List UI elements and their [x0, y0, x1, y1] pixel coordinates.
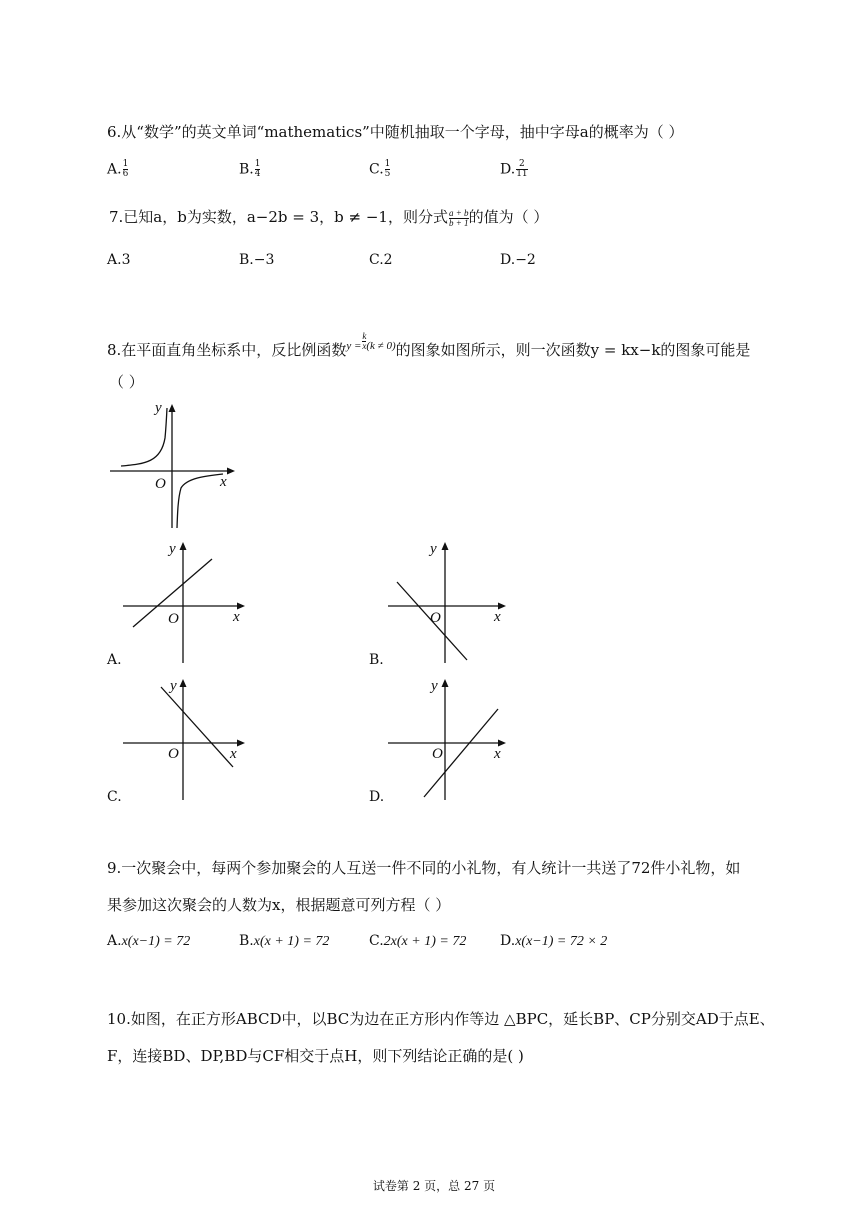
q9-option-c-letter: C. — [369, 933, 384, 949]
q6-option-b-letter: B. — [239, 161, 254, 178]
q9-option-a-letter: A. — [107, 933, 122, 949]
q6-option-b-den: 4 — [254, 169, 261, 179]
q6-option-a-num: 1 — [122, 159, 129, 169]
q7-option-d-letter: D. — [500, 252, 516, 268]
q8-stem — [107, 332, 750, 360]
q6-option-c-letter: C. — [369, 161, 384, 178]
q7-option-b-value: −3 — [253, 252, 275, 268]
hyperbola-branch-lower-right — [177, 474, 223, 528]
q9-option-b-value: x(x + 1) = 72 — [253, 934, 330, 949]
q7-option-a-letter: A. — [107, 252, 122, 268]
q6-option-d-num: 2 — [519, 159, 525, 169]
q6-option-d-letter: D. — [500, 161, 516, 178]
q7-prefix: 7.已知a，b为实数，a−2b = 3，b ≠ −1，则分式 — [109, 208, 448, 226]
q8-option-b-label[interactable]: B. — [369, 652, 384, 668]
q9-option-d-value: x(x−1) = 72 × 2 — [515, 934, 608, 949]
graph-b-origin-label: O — [430, 610, 441, 626]
q7-suffix: 的值为（ ） — [468, 208, 549, 226]
graph-d-x-label: x — [494, 746, 501, 762]
q9-option-a-value: x(x−1) = 72 — [121, 934, 191, 949]
graph-d-origin-label: O — [432, 746, 443, 762]
q9-option-b-letter: B. — [239, 933, 254, 949]
graph-d-y-label: y — [431, 678, 438, 694]
q8-option-a-label[interactable]: A. — [107, 652, 122, 668]
graph-b-x-label: x — [494, 609, 501, 625]
q7-option-b-letter: B. — [239, 252, 254, 268]
q6-option-a[interactable] — [107, 160, 128, 179]
q8-option-c-label[interactable]: C. — [107, 789, 122, 805]
graph-a-origin-label: O — [168, 611, 179, 627]
q8-graph-c[interactable] — [115, 672, 255, 804]
x-axis-arrow — [227, 468, 235, 475]
q8-graph-a[interactable] — [115, 535, 255, 667]
q8-func-num: k — [362, 331, 367, 341]
q7-frac-num: a + b — [448, 207, 469, 218]
q7-stem — [109, 206, 548, 228]
q7-option-b[interactable] — [239, 252, 274, 268]
q8-hyperbola-figure — [105, 398, 245, 533]
graph-a-y-label: y — [169, 541, 176, 557]
graph-c-origin-label: O — [168, 746, 179, 762]
q6-option-c[interactable] — [369, 160, 390, 179]
y-axis-arrow — [169, 404, 176, 412]
q8-func-lhs: y = — [346, 340, 362, 352]
q7-option-c-value: 2 — [383, 252, 393, 268]
q8-func-den: x — [362, 341, 367, 351]
q6-option-c-den: 5 — [384, 169, 391, 179]
q9-option-d-letter: D. — [500, 933, 516, 949]
graph-c-y-label: y — [170, 678, 177, 694]
graph-b-y-label: y — [430, 541, 437, 557]
q7-option-a[interactable] — [107, 252, 130, 268]
q6-stem: 6.从“数学”的英文单词“mathematics”中随机抽取一个字母，抽中字母a的概率为（ ） — [107, 123, 684, 141]
page-footer: 试卷第 2 页，总 27 页 — [372, 1179, 496, 1193]
q9-option-d[interactable] — [500, 933, 607, 950]
q10-stem-line2: F，连接BD、DP,BD与CF相交于点H，则下列结论正确的是( ) — [107, 1047, 524, 1065]
q7-option-c[interactable] — [369, 252, 393, 268]
q8-graph-d[interactable] — [380, 672, 520, 804]
y-axis-label: y — [155, 400, 162, 416]
q8-option-d-label[interactable]: D. — [369, 789, 385, 805]
graph-c-x-label: x — [230, 746, 237, 762]
q6-option-b-num: 1 — [254, 159, 261, 169]
q6-option-a-den: 6 — [122, 169, 129, 179]
q7-frac-den: b + 1 — [448, 217, 469, 228]
q8-graph-b[interactable] — [380, 535, 520, 667]
q6-option-b[interactable] — [239, 160, 260, 179]
origin-label: O — [155, 476, 166, 492]
q9-option-a[interactable] — [107, 933, 190, 950]
q8-suffix: 的图象如图所示，则一次函数y = kx−k的图象可能是 — [395, 341, 751, 359]
q7-option-d[interactable] — [500, 252, 536, 268]
q9-stem-line2: 果参加这次聚会的人数为x，根据题意可列方程（ ） — [107, 896, 451, 914]
q8-func-cond: (k ≠ 0) — [366, 340, 396, 352]
q10-stem-line1: 10.如图，在正方形ABCD中，以BC为边在正方形内作等边 △BPC，延长BP、CP分别交AD于点E、 — [107, 1010, 775, 1028]
q6-option-a-letter: A. — [107, 161, 122, 178]
q6-option-d-den: 11 — [516, 169, 528, 179]
q6-option-c-num: 1 — [384, 159, 391, 169]
x-axis-label: x — [220, 474, 227, 490]
hyperbola-branch-upper-left — [121, 408, 167, 466]
q8-paren: （ ） — [109, 373, 144, 391]
q7-option-a-value: 3 — [121, 252, 131, 268]
q7-option-c-letter: C. — [369, 252, 384, 268]
q9-option-b[interactable] — [239, 933, 329, 950]
q9-option-c-value: 2x(x + 1) = 72 — [383, 934, 467, 949]
q9-option-c[interactable] — [369, 933, 466, 950]
graph-a-x-label: x — [233, 609, 240, 625]
q8-prefix: 8.在平面直角坐标系中，反比例函数 — [107, 341, 347, 359]
q9-stem-line1: 9.一次聚会中，每两个参加聚会的人互送一件不同的小礼物，有人统计一共送了72件小礼物，如 — [107, 859, 741, 877]
q7-option-d-value: −2 — [515, 252, 536, 268]
q6-option-d[interactable] — [500, 160, 528, 179]
